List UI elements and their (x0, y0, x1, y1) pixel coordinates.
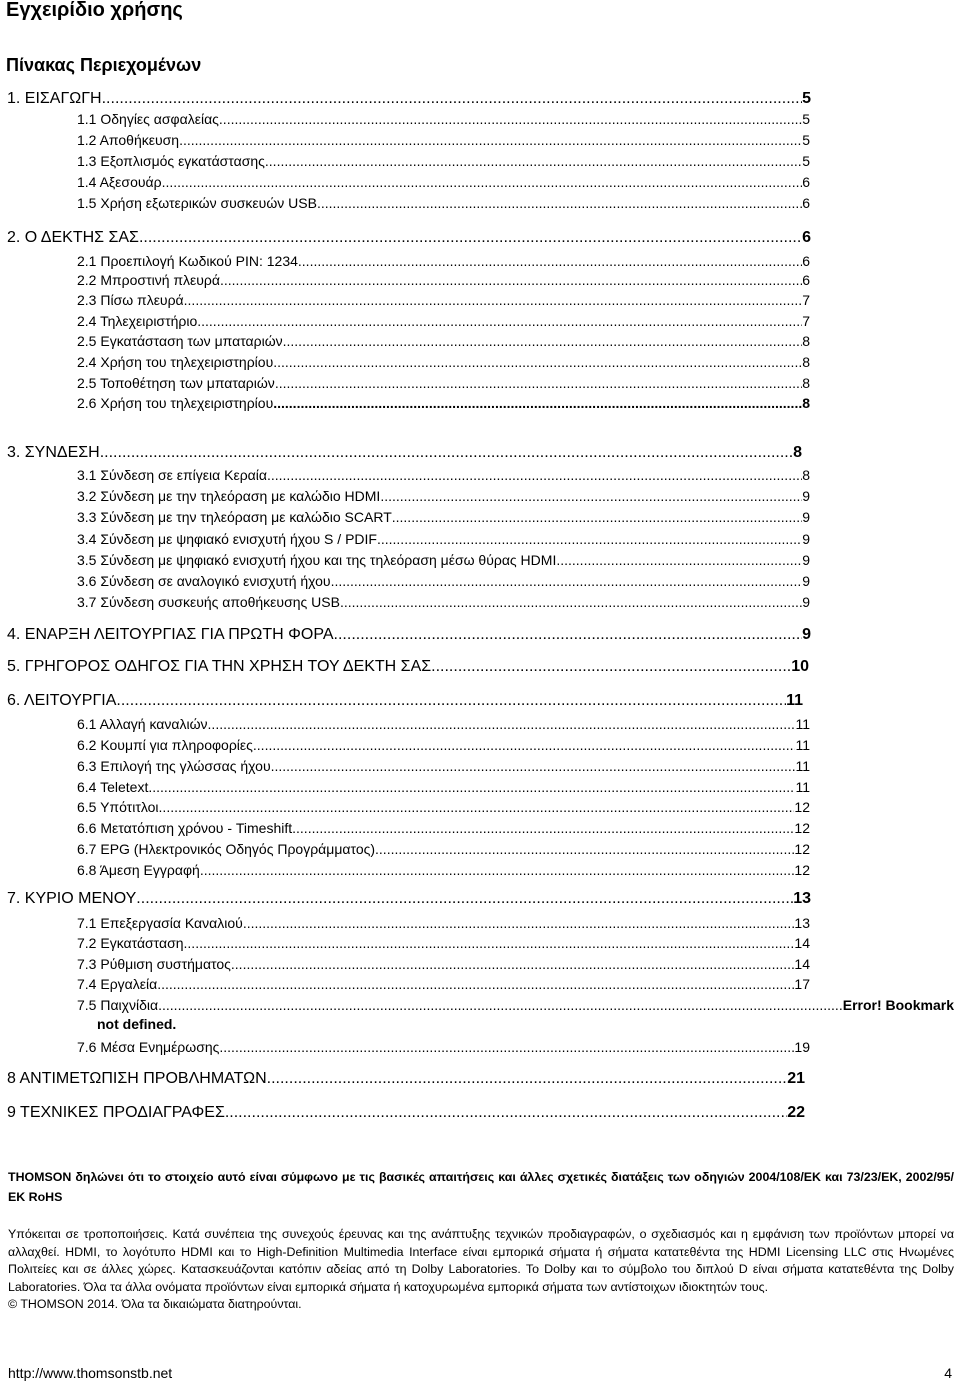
toc-entry[interactable] (7, 890, 811, 908)
toc-dot-leader (139, 229, 802, 247)
toc-dot-leader (225, 1104, 787, 1122)
toc-entry[interactable] (77, 132, 810, 148)
toc-entry-label: 7. ΚΥΡΙΟ ΜΕΝΟΥ (7, 890, 137, 907)
toc-dot-leader (184, 292, 803, 308)
toc-entry-label: 2.2 Μπροστινή πλευρά (77, 272, 220, 288)
toc-entry-label: 6.3 Επιλογή της γλώσσας ήχου (77, 758, 271, 774)
footer-page-number: 4 (944, 1365, 952, 1381)
toc-dot-leader (102, 90, 802, 108)
toc-dot-leader (243, 915, 795, 931)
toc-entry[interactable] (77, 354, 810, 370)
toc-dot-leader (159, 799, 795, 815)
toc-entry[interactable] (77, 737, 810, 753)
toc-entry-label: 3.2 Σύνδεση με την τηλεόραση με καλώδιο HDMI (77, 488, 381, 504)
toc-entry-page: 14 (794, 935, 810, 951)
toc-entry-page: 12 (794, 862, 810, 878)
toc-entry-label: 1. ΕΙΣΑΓΩΓΗ (7, 90, 102, 107)
toc-entry-page: 9 (802, 594, 810, 610)
toc-entry[interactable] (77, 111, 810, 127)
toc-dot-leader (265, 153, 802, 169)
toc-entry-page: 5 (802, 111, 810, 127)
toc-entry-label: 4. ΕΝΑΡΞΗ ΛΕΙΤΟΥΡΓΙΑΣ ΓΙΑ ΠΡΩΤΗ ΦΟΡΑ (7, 626, 334, 643)
toc-entry[interactable] (77, 573, 810, 589)
toc-entry-label: 2.1 Προεπιλογή Κωδικού PIN: 1234 (77, 253, 298, 269)
toc-entry-page: 8 (802, 333, 810, 349)
toc-entry-label: 7.4 Εργαλεία (77, 976, 158, 992)
toc-dot-leader (275, 375, 802, 391)
toc-entry-page: 7 (802, 313, 810, 329)
toc-dot-leader (116, 692, 786, 710)
toc-entry[interactable] (7, 1104, 805, 1122)
toc-entry-label: 6.2 Κουμπί για πληροφορίες (77, 737, 253, 753)
toc-dot-leader (334, 626, 803, 644)
toc-entry-page: 9 (802, 626, 811, 643)
toc-entry-page: 11 (795, 716, 810, 732)
disclaimer-paragraph: Υπόκειται σε τροποποιήσεις. Κατά συνέπεια της συνεχούς έρευνας και της ανάπτυξης τεχνικών προδιαγραφών, ο σχεδιασμός και η εμφάνιση των προϊόντων μπορεί να αλλαχθεί. HDMI, το λογότυπο HDMI και το High-Definition Multimedia Interface είναι εμπορικά σήματα ή σήματα κατατεθέντα της HDMI Licensing LLC στις Ηνωμένες Πολιτείες και σε άλλες χώρες. Κατασκευάζονται κατόπιν αδείας από τη Dolby Laboratories. Το Dolby και το σύμβολο του διπλού D είναι σήματα κατατεθέντα της Dolby Laboratories. Όλα τα άλλα ονόματα προϊόντων είναι εμπορικά σήματα ή κατοχυρωμένα εμπορικά σήματα των αντίστοιχων ιδιοκτητών τους. (8, 1227, 954, 1294)
toc-entry-label: 7.6 Μέσα Ενημέρωσης (77, 1039, 220, 1055)
toc-entry-page: 6 (802, 229, 811, 246)
toc-entry-label: 8 ΑΝΤΙΜΕΤΩΠΙΣΗ ΠΡΟΒΛΗΜΑΤΩΝ (7, 1070, 267, 1087)
toc-entry[interactable] (77, 333, 810, 349)
toc-entry-label: 6. ΛΕΙΤΟΥΡΓΙΑ (7, 692, 117, 709)
toc-entry-label: 7.1 Επεξεργασία Καναλιού (77, 915, 243, 931)
toc-entry-page: 8 (802, 395, 810, 411)
toc-entry[interactable] (77, 395, 810, 411)
toc-dot-leader (219, 1039, 794, 1055)
toc-entry[interactable] (77, 253, 810, 269)
toc-dot-leader (380, 488, 802, 504)
toc-entry-page: 9 (802, 573, 810, 589)
toc-dot-leader (267, 1070, 788, 1088)
toc-entry[interactable] (77, 758, 810, 774)
toc-entry[interactable] (77, 841, 810, 857)
toc-entry[interactable] (77, 552, 810, 568)
toc-entry[interactable] (77, 997, 954, 1013)
toc-dot-leader (200, 862, 795, 878)
toc-dot-leader (375, 841, 794, 857)
toc-entry-page: 21 (787, 1070, 805, 1087)
toc-entry-label: 3.7 Σύνδεση συσκευής αποθήκευσης USB (77, 594, 340, 610)
toc-entry-label: 3.6 Σύνδεση σε αναλογικό ενισχυτή ήχου (77, 573, 331, 589)
toc-entry-page: Error! Bookmark (842, 997, 954, 1013)
toc-entry-page: 7 (802, 292, 810, 308)
toc-entry-label: 1.2 Αποθήκευση (77, 132, 180, 148)
toc-entry-label: 2. Ο ΔΕΚΤΗΣ ΣΑΣ (7, 229, 139, 246)
toc-entry-label: 2.4 Τηλεχειριστήριο (77, 313, 198, 329)
toc-entry-label: 7.2 Εγκατάσταση (77, 935, 184, 951)
toc-entry-label: 3.4 Σύνδεση με ψηφιακό ενισχυτή ήχου S / PDIF (77, 531, 377, 547)
toc-entry-page: 9 (802, 552, 810, 568)
toc-entry[interactable] (77, 174, 810, 190)
toc-entry-page: 17 (794, 976, 810, 992)
toc-entry-page: 11 (795, 737, 810, 753)
toc-dot-leader (267, 467, 802, 483)
toc-entry[interactable] (77, 779, 810, 795)
disclaimer (8, 1226, 954, 1314)
toc-entry-label: 5. ΓΡΗΓΟΡΟΣ ΟΔΗΓΟΣ ΓΙΑ ΤΗΝ ΧΡΗΣΗ ΤΟΥ ΔΕΚΤΗ ΣΑΣ (7, 658, 432, 675)
toc-entry[interactable] (77, 976, 810, 992)
toc-entry[interactable] (7, 90, 811, 108)
toc-entry-page: 5 (802, 90, 811, 107)
toc-entry-label: 2.5 Εγκατάσταση των μπαταριών (77, 333, 283, 349)
toc-dot-leader (184, 935, 795, 951)
toc-dot-leader (283, 333, 803, 349)
toc-entry[interactable] (77, 195, 810, 211)
toc-entry-label: 1.5 Χρήση εξωτερικών συσκευών USB (77, 195, 317, 211)
toc-entry-page: 13 (794, 915, 810, 931)
toc-entry-page: 6 (802, 253, 810, 269)
toc-entry-label: 6.6 Μετατόπιση χρόνου - Timeshift (77, 820, 293, 836)
toc-dot-leader (162, 174, 803, 190)
toc-entry-label: 1.1 Οδηγίες ασφαλείας (77, 111, 219, 127)
toc-entry[interactable] (77, 716, 810, 732)
toc-entry[interactable] (7, 444, 802, 462)
toc-dot-leader (157, 976, 794, 992)
toc-dot-leader (431, 658, 791, 676)
toc-dot-leader (197, 313, 802, 329)
toc-entry[interactable] (77, 509, 810, 525)
toc-entry[interactable] (77, 375, 810, 391)
toc-entry[interactable] (77, 272, 810, 288)
toc-dot-leader (136, 890, 793, 908)
toc-title: Πίνακας Περιεχομένων (6, 55, 202, 75)
toc-dot-leader (392, 509, 802, 525)
toc-entry-label: 6.1 Αλλαγή καναλιών (77, 716, 208, 732)
toc-entry-label: 3.5 Σύνδεση με ψηφιακό ενισχυτή ήχου και της τηλεόραση μέσω θύρας HDMI (77, 552, 557, 568)
toc-dot-leader (317, 195, 802, 211)
toc-entry-label: 2.5 Τοποθέτηση των μπαταριών (77, 375, 275, 391)
toc-entry-label: 1.4 Αξεσουάρ (77, 174, 162, 190)
toc-entry-label: 3.1 Σύνδεση σε επίγεια Κεραία (77, 467, 267, 483)
toc-dot-leader (340, 594, 802, 610)
toc-entry-page: 12 (794, 799, 810, 815)
toc-entry[interactable] (77, 292, 810, 308)
toc-dot-leader (179, 132, 802, 148)
toc-dot-leader (271, 758, 796, 774)
toc-entry[interactable] (77, 915, 810, 931)
toc-entry-page: 9 (802, 509, 810, 525)
toc-entry-page: 11 (795, 758, 810, 774)
toc-entry-page: 10 (791, 658, 809, 675)
toc-entry-page: 9 (802, 531, 810, 547)
toc-entry-label: 6.5 Υπότιτλοι (77, 799, 159, 815)
toc-dot-leader (220, 272, 802, 288)
toc-dot-leader (556, 552, 802, 568)
toc-entry-page: 6 (802, 174, 810, 190)
toc-entry-page: 8 (802, 467, 810, 483)
toc-entry-label: 3. ΣΥΝΔΕΣΗ (7, 444, 100, 461)
copyright-line: © THOMSON 2014. Όλα τα δικαιώματα διατηρούνται. (8, 1297, 302, 1312)
toc-entry[interactable] (77, 467, 810, 483)
toc-entry-label: 7.5 Παιχνίδια (77, 997, 159, 1013)
toc-entry-label: 6.8 Άμεση Εγγραφή (77, 862, 200, 878)
toc-entry[interactable] (77, 313, 810, 329)
toc-dot-leader (273, 354, 802, 370)
toc-entry[interactable] (77, 153, 810, 169)
toc-dot-leader (292, 820, 794, 836)
toc-dot-leader (253, 737, 796, 753)
toc-dot-leader (231, 956, 795, 972)
bookmark-error-continuation: not defined. (97, 1016, 177, 1032)
toc-dot-leader (148, 779, 795, 795)
compliance-declaration: THOMSON δηλώνει ότι το στοιχείο αυτό είναι σύμφωνο με τις βασικές απαιτήσεις και άλλες σχετικές διατάξεις των οδηγιών 2004/108/ΕΚ και 73/23/ΕΚ, 2002/95/ΕΚ RoHS (8, 1170, 954, 1204)
toc-entry-page: 8 (802, 354, 810, 370)
toc-entry-page: 14 (794, 956, 810, 972)
toc-dot-leader (331, 573, 803, 589)
toc-entry-page: 12 (794, 841, 810, 857)
toc-dot-leader (377, 531, 802, 547)
toc-entry-label: 6.4 Teletext (77, 779, 149, 795)
toc-entry[interactable] (77, 594, 810, 610)
toc-entry-page: 13 (793, 890, 811, 907)
toc-entry-page: 12 (794, 820, 810, 836)
toc-entry-label: 2.3 Πίσω πλευρά (77, 292, 184, 308)
toc-entry-page: 22 (787, 1104, 805, 1121)
toc-entry-page: 8 (802, 375, 810, 391)
toc-entry-label: 6.7 EPG (Ηλεκτρονικός Οδηγός Προγράμματος) (77, 841, 376, 857)
toc-dot-leader (273, 395, 802, 411)
toc-entry-page: 5 (802, 132, 810, 148)
toc-entry[interactable] (7, 229, 811, 247)
toc-dot-leader (208, 716, 796, 732)
toc-dot-leader (219, 111, 802, 127)
toc-entry-label: 7.3 Ρύθμιση συστήματος (77, 956, 231, 972)
toc-entry[interactable] (77, 862, 810, 878)
toc-entry[interactable] (7, 692, 803, 710)
toc-entry[interactable] (77, 820, 810, 836)
toc-entry-label: 2.4 Χρήση του τηλεχειριστηρίου (77, 354, 274, 370)
footer-url[interactable]: http://www.thomsonstb.net (8, 1365, 173, 1381)
toc-entry[interactable] (77, 1039, 810, 1055)
toc-entry-page: 5 (802, 153, 810, 169)
toc-entry[interactable] (7, 1070, 805, 1088)
document-title: Εγχειρίδιο χρήσης (6, 0, 183, 21)
toc-entry-page: 6 (802, 272, 810, 288)
toc-dot-leader (100, 444, 793, 462)
toc-entry-page: 9 (802, 488, 810, 504)
toc-entry-label: 2.6 Χρήση του τηλεχειριστηρίου (77, 395, 274, 411)
toc-entry-page: 6 (802, 195, 810, 211)
toc-entry[interactable] (77, 531, 810, 547)
toc-entry[interactable] (77, 956, 810, 972)
toc-entry-label: 9 ΤΕΧΝΙΚΕΣ ΠΡΟΔΙΑΓΡΑΦΕΣ (7, 1104, 225, 1121)
toc-entry[interactable] (7, 658, 809, 676)
toc-entry-label: 3.3 Σύνδεση με την τηλεόραση με καλώδιο SCART (77, 509, 392, 525)
toc-entry-label: 1.3 Εξοπλισμός εγκατάστασης (77, 153, 265, 169)
toc-entry[interactable] (77, 488, 810, 504)
toc-entry[interactable] (77, 799, 810, 815)
toc-entry-page: 11 (795, 779, 810, 795)
toc-dot-leader (298, 253, 802, 269)
toc-entry[interactable] (7, 626, 811, 644)
toc-entry-page: 8 (793, 444, 802, 461)
toc-entry-page: 11 (786, 692, 803, 709)
toc-entry-page: 19 (794, 1039, 810, 1055)
toc-dot-leader (158, 997, 843, 1013)
toc-entry[interactable] (77, 935, 810, 951)
